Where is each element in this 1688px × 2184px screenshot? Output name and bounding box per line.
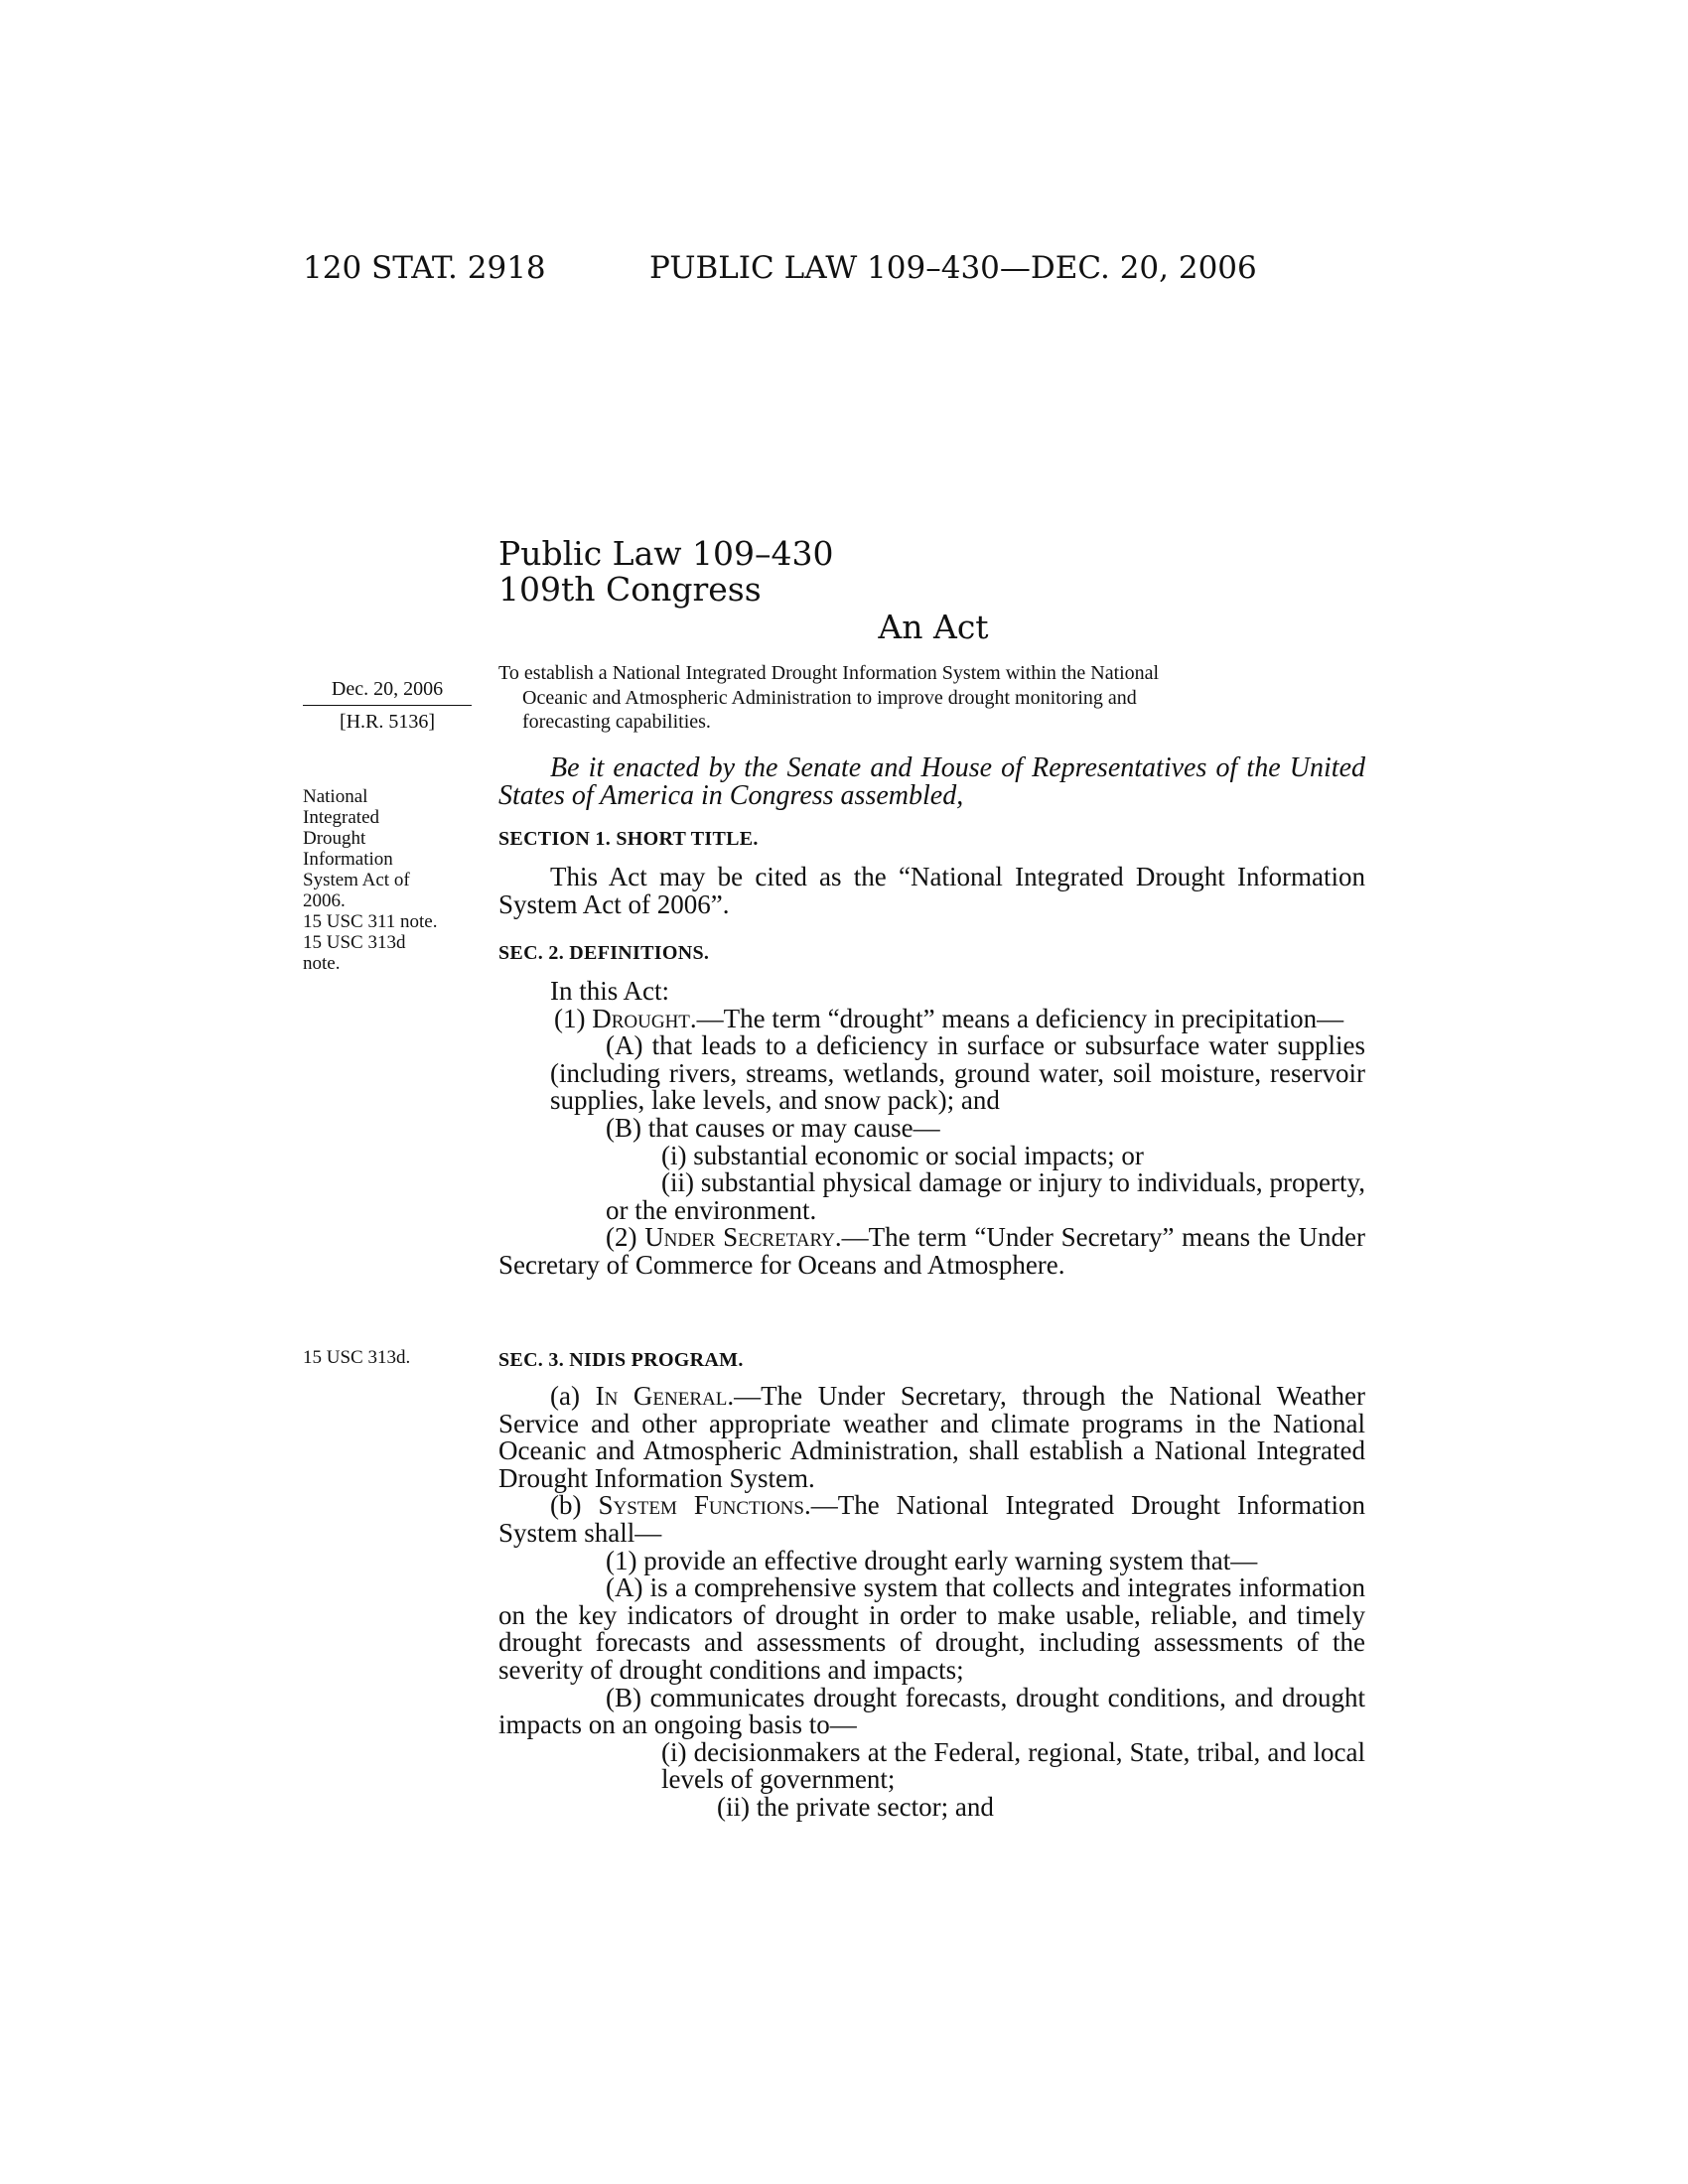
running-head: PUBLIC LAW 109–430—DEC. 20, 2006 xyxy=(649,250,1257,286)
subsection-heading: In General xyxy=(595,1381,728,1411)
date-bill-box xyxy=(303,675,472,736)
paragraph-b-1-a: (A) is a comprehensive system that collects and integrates information on the key indicators of drought in order to make usable, reliable, and timely drought forecasts and assessments of drought, including assessments of the severity of drought conditions and impacts; xyxy=(498,1572,1365,1685)
definition-drought-b-ii: (ii) substantial physical damage or injury to individuals, property, or the environment. xyxy=(606,1167,1365,1225)
stat-citation: 120 STAT. 2918 xyxy=(303,250,546,286)
section-2 xyxy=(498,940,1365,968)
defined-term: Drought xyxy=(592,1003,690,1033)
paragraph-b-1: (1) provide an effective drought early warning system that— xyxy=(606,1545,1258,1575)
section-heading: SEC. 3. NIDIS PROGRAM. xyxy=(498,1349,744,1371)
subsection-number: (a) xyxy=(550,1381,596,1411)
margin-note-line: 15 USC 313d xyxy=(303,932,406,953)
definition-drought-a: (A) that leads to a deficiency in surface or subsurface water supplies (including rivers, streams, wetlands, ground water, soil moisture, reservoir supplies, lake levels, and snow pack); and xyxy=(550,1030,1365,1116)
congress-number: 109th Congress xyxy=(498,570,762,609)
subsection-b xyxy=(498,1492,1365,1547)
purpose-line: Oceanic and Atmospheric Administration to improve drought monitoring and xyxy=(522,686,1137,709)
act-purpose xyxy=(498,661,1365,735)
purpose-line: forecasting capabilities. xyxy=(522,711,711,733)
definition-under-secretary xyxy=(498,1224,1365,1279)
margin-note-line: System Act of xyxy=(303,870,410,890)
section-1 xyxy=(498,826,1365,854)
section-heading: SEC. 2. DEFINITIONS. xyxy=(498,942,710,964)
margin-note-line: Information xyxy=(303,849,393,870)
paragraph-b-1-b-ii: (ii) the private sector; and xyxy=(717,1791,994,1822)
subsection-text: .—The National Integrated Drought Information System shall— xyxy=(498,1490,1366,1548)
paragraph-b-1-b-i xyxy=(498,1736,1365,1795)
margin-note-line: Drought xyxy=(303,828,366,849)
bill-number: [H.R. 5136] xyxy=(339,711,436,733)
definition-drought-b-i: (i) substantial economic or social impacts; or xyxy=(661,1140,1144,1170)
section-2-body xyxy=(498,978,1365,1280)
enactment-date: Dec. 20, 2006 xyxy=(303,675,472,706)
subsection-text: .—The Under Secretary, through the National Weather Service and other appropriate weather and climate programs in the National Oceanic and Atmospheric Administration, shall establish a National Integrated Drought Information System. xyxy=(498,1381,1365,1493)
clause-text: (i) decisionmakers at the Federal, regional, State, tribal, and local levels of government; xyxy=(661,1736,1365,1795)
section-intro: In this Act: xyxy=(550,976,669,1006)
section-1-text xyxy=(498,864,1365,918)
section-text: This Act may be cited as the “National Integrated Drought Information System Act of 2006”. xyxy=(498,862,1365,919)
margin-note-line: 2006. xyxy=(303,890,346,911)
margin-note-sec3: 15 USC 313d. xyxy=(303,1347,411,1368)
margin-note-line: Integrated xyxy=(303,807,380,828)
paragraph-number: (1) xyxy=(554,1003,593,1033)
definition-drought-b: (B) that causes or may cause— xyxy=(606,1112,940,1143)
public-law-number: Public Law 109–430 xyxy=(498,534,834,573)
enacting-clause: Be it enacted by the Senate and House of Representatives of the United States of America in Congress assembled, xyxy=(498,752,1365,811)
paragraph-number: (2) xyxy=(606,1222,645,1253)
definition-text: .—The term “Under Secretary” means the Under Secretary of Commerce for Oceans and Atmosphere. xyxy=(498,1222,1365,1280)
margin-note-line: National xyxy=(303,786,368,807)
margin-note-line: note. xyxy=(303,953,341,974)
act-title: An Act xyxy=(878,608,989,646)
subsection-number: (b) xyxy=(550,1490,599,1521)
defined-term: Under Secretary xyxy=(644,1222,835,1253)
law-designation xyxy=(498,536,833,608)
margin-note-short-title xyxy=(303,786,472,974)
purpose-line: To establish a National Integrated Drought Information System within the National xyxy=(498,662,1160,684)
section-heading: SECTION 1. SHORT TITLE. xyxy=(498,828,759,850)
paragraph-b-1-b: (B) communicates drought forecasts, drought conditions, and drought impacts on an ongoing basis to— xyxy=(498,1682,1365,1740)
section-3-body xyxy=(498,1383,1365,1822)
subsection-heading: System Functions xyxy=(598,1490,804,1521)
subsection-a xyxy=(498,1383,1365,1492)
definition-drought xyxy=(447,1003,1365,1033)
definition-text: .—The term “drought” means a deficiency in precipitation— xyxy=(689,1003,1344,1033)
section-3 xyxy=(498,1347,1365,1375)
margin-note-line: 15 USC 311 note. xyxy=(303,911,438,932)
